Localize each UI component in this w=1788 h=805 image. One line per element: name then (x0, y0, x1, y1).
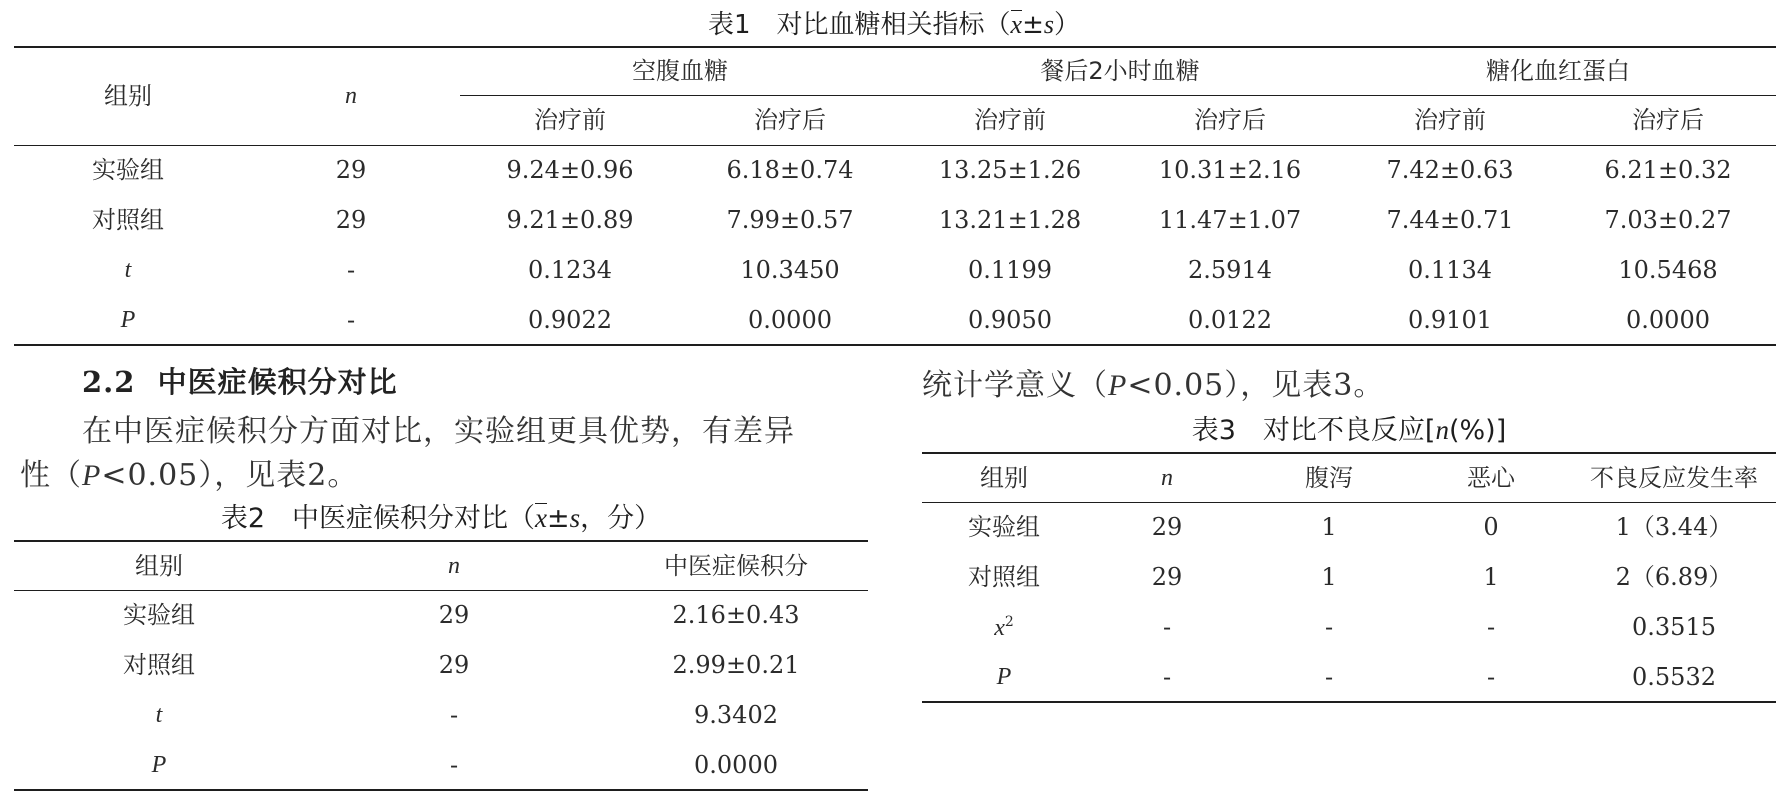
table3-col-diarrhea: 腹泻 (1305, 463, 1353, 492)
table-row (922, 552, 1776, 602)
table1-col-group: 组别 (14, 47, 242, 145)
table3-row-label: P (996, 663, 1012, 690)
section-heading-number: 2.2 (82, 365, 136, 399)
table2-title (14, 496, 868, 535)
table3-title-prefix: 表3 对比不良反应[ (1191, 415, 1436, 446)
table3-cell: 1 (1321, 513, 1337, 542)
table1-cell: - (346, 305, 356, 334)
table1-cell: 0.0122 (1188, 305, 1272, 334)
table2-cell: 29 (438, 601, 470, 630)
table1-cell: 10.5468 (1618, 256, 1718, 284)
paragraph-text: 统计学意义（ (922, 368, 1108, 403)
table3-title-n: n (1435, 415, 1449, 445)
table3-cell: - (1162, 613, 1172, 641)
table-row (922, 652, 1776, 702)
table1-title-prefix: 表1 对比血糖相关指标（ (707, 10, 1011, 40)
table2-cell: 2.16±0.43 (672, 601, 800, 630)
paragraph-text: <0.05），见表3。 (1127, 368, 1385, 403)
table2-title-pm: ± (547, 503, 570, 534)
table2-cell: 2.99±0.21 (672, 651, 800, 679)
table3-cell: 0.3515 (1632, 613, 1716, 641)
table1-group-0: 空腹血糖 (460, 47, 900, 95)
table3-cell: 1 (1321, 563, 1337, 591)
table2-title-prefix: 表2 中医症候积分对比（ (220, 503, 536, 534)
table2-title-s: s (569, 503, 581, 533)
table1-row-label: t (124, 257, 132, 283)
chi-square-symbol: x (994, 614, 1005, 641)
table1 (14, 46, 1776, 346)
table1-cell: 0.1234 (528, 256, 612, 284)
table1-group-2: 糖化血红蛋白 (1340, 47, 1776, 95)
table1-sub-4: 治疗前 (1340, 95, 1560, 145)
table1-cell: 6.18±0.74 (726, 156, 854, 185)
table3-cell: - (1324, 662, 1334, 691)
table3-row-label (922, 602, 1086, 652)
section-heading (82, 360, 398, 401)
table1-title-pm: ± (1022, 10, 1044, 40)
table1-cell: 13.21±1.28 (938, 206, 1082, 234)
table2-title-xbar: x (535, 503, 548, 533)
paragraph-p-symbol: P (1108, 369, 1128, 402)
section-paragraph-line2 (20, 450, 358, 494)
table1-cell: 9.24±0.96 (506, 156, 634, 185)
table-row (14, 195, 1776, 245)
table3-col-n: n (1161, 464, 1173, 491)
table1-cell: 11.47±1.07 (1158, 206, 1302, 234)
table1-sub-0: 治疗前 (460, 95, 680, 145)
table1-cell: 10.31±2.16 (1158, 156, 1302, 185)
table1-sub-1: 治疗后 (680, 95, 900, 145)
table3-cell: 29 (1151, 563, 1183, 591)
paragraph-text: <0.05），见表2。 (101, 458, 359, 493)
table1-cell: 0.1199 (968, 256, 1052, 284)
table1-sub-3: 治疗后 (1120, 95, 1340, 145)
table2-col-score: 中医症候积分 (664, 551, 808, 580)
table1-cell: 2.5914 (1188, 256, 1272, 284)
table3-col-group: 组别 (980, 463, 1028, 492)
table-row (14, 740, 868, 790)
right-paragraph (922, 360, 1384, 404)
table3-row-label: 实验组 (968, 513, 1040, 542)
table1-sub-5: 治疗后 (1560, 95, 1776, 145)
table1-title (0, 4, 1788, 41)
table3-cell: 1（3.44） (1615, 513, 1733, 542)
table2-row-label: t (155, 702, 163, 728)
table1-row-label: 实验组 (92, 156, 164, 185)
table-row (922, 502, 1776, 552)
table-row (14, 245, 1776, 295)
table1-sub-2: 治疗前 (900, 95, 1120, 145)
table3-row-label: 对照组 (968, 563, 1040, 591)
table1-col-n: n (242, 47, 460, 145)
table3-cell: - (1324, 613, 1334, 641)
table2-row-label: 实验组 (123, 601, 195, 630)
table3-cell: 0.5532 (1632, 662, 1716, 691)
table1-cell: 0.0000 (1626, 305, 1710, 334)
table2-row-label: P (151, 751, 167, 778)
table1-cell: 29 (335, 206, 367, 234)
section-heading-text: 中医症候积分对比 (157, 365, 398, 399)
table1-cell: 7.03±0.27 (1604, 206, 1732, 234)
table2 (14, 540, 868, 791)
table2-cell: 0.0000 (694, 750, 778, 779)
table1-cell: 7.42±0.63 (1386, 156, 1514, 185)
table2-cell: - (449, 701, 459, 729)
table1-cell: 7.44±0.71 (1386, 206, 1514, 234)
table2-col-n: n (448, 552, 460, 579)
table3-cell: 29 (1151, 513, 1183, 542)
chi-square-exponent: 2 (1004, 613, 1014, 630)
table1-title-suffix: ） (1054, 10, 1081, 40)
table3-col-nausea: 恶心 (1467, 463, 1515, 492)
table3-cell: 2（6.89） (1615, 563, 1733, 591)
table1-row-label: P (120, 306, 136, 333)
table3-title-suffix: (%)] (1448, 415, 1507, 446)
table-row (14, 640, 868, 690)
paragraph-text: 性（ (20, 458, 82, 493)
table1-cell: 7.99±0.57 (726, 206, 854, 234)
table2-title-suffix: ，分） (580, 503, 662, 534)
table-row (14, 145, 1776, 195)
table1-cell: 0.0000 (748, 305, 832, 334)
table1-cell: 0.9101 (1408, 305, 1492, 334)
table1-cell: 0.9050 (968, 305, 1052, 334)
table3-cell: - (1162, 662, 1172, 691)
table-row (14, 295, 1776, 345)
table1-title-xbar: x (1010, 10, 1023, 39)
table1-cell: - (346, 256, 356, 284)
table3-title (922, 408, 1776, 447)
section-paragraph-line1 (82, 406, 795, 450)
table-row (922, 602, 1776, 652)
table2-col-group: 组别 (135, 551, 183, 580)
table2-cell: 9.3402 (694, 701, 778, 729)
table3-cell: 1 (1483, 563, 1499, 591)
table3 (922, 452, 1776, 703)
table1-group-1: 餐后2小时血糖 (900, 47, 1340, 95)
table2-row-label: 对照组 (123, 651, 195, 679)
paragraph-p-symbol: P (82, 459, 102, 492)
table1-cell: 10.3450 (740, 256, 840, 284)
table1-row-label: 对照组 (92, 206, 164, 234)
table1-title-s: s (1043, 10, 1054, 39)
table3-cell: - (1486, 613, 1496, 641)
table-row (14, 690, 868, 740)
table1-cell: 6.21±0.32 (1604, 156, 1732, 185)
table2-cell: 29 (438, 651, 470, 679)
paragraph-text: 在中医症候积分方面对比，实验组更具优势，有差异 (82, 414, 795, 449)
table-row (14, 590, 868, 640)
table3-cell: 0 (1483, 513, 1499, 542)
table1-cell: 29 (335, 156, 367, 185)
table1-cell: 0.9022 (528, 305, 612, 334)
table1-cell: 9.21±0.89 (506, 206, 634, 234)
table3-col-rate: 不良反应发生率 (1590, 463, 1758, 492)
table1-cell: 13.25±1.26 (938, 156, 1082, 185)
table1-cell: 0.1134 (1408, 256, 1492, 284)
table2-cell: - (449, 750, 459, 779)
table3-cell: - (1486, 662, 1496, 691)
